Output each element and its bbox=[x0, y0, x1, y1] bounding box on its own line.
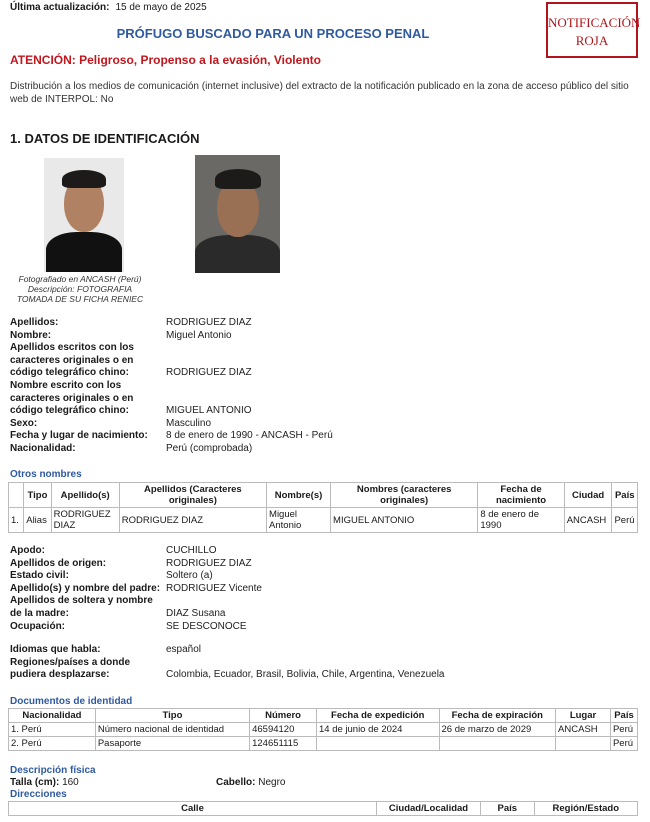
documents-cell bbox=[439, 737, 556, 751]
other-names-cell: Alias bbox=[24, 508, 51, 533]
table-row bbox=[9, 508, 638, 533]
documents-header: Número bbox=[250, 709, 317, 723]
other-names-cell: Miguel Antonio bbox=[267, 508, 331, 533]
addresses-title: Direcciones bbox=[10, 789, 67, 800]
field-row bbox=[10, 545, 262, 558]
field-value: RODRIGUEZ Vicente bbox=[166, 582, 262, 594]
other-names-cell: Perú bbox=[612, 508, 638, 533]
field-value: 8 de enero de 1990 - ANCASH - Perú bbox=[166, 430, 333, 442]
field-label: Nacionalidad: bbox=[10, 442, 76, 454]
other-names-cell: ANCASH bbox=[564, 508, 612, 533]
field-label: Regiones/países a donde pudiera desplazarse: bbox=[10, 656, 131, 681]
field-row bbox=[10, 380, 333, 418]
field-value: RODRIGUEZ DIAZ bbox=[166, 557, 252, 569]
field-row bbox=[10, 595, 262, 620]
other-names-title: Otros nombres bbox=[10, 469, 82, 480]
documents-cell: Número nacional de identidad bbox=[95, 723, 249, 737]
photo-caption-description: Descripción: FOTOGRAFIA TOMADA DE SU FICHA RENIEC bbox=[16, 284, 144, 304]
photo-caption-place: Fotografiado en ANCASH (Perú) bbox=[18, 274, 142, 284]
addresses-header: Región/Estado bbox=[534, 802, 637, 816]
field-label: Sexo: bbox=[10, 417, 38, 429]
other-names-header bbox=[9, 483, 24, 508]
other-names-cell: RODRIGUEZ DIAZ bbox=[119, 508, 266, 533]
field-value: SE DESCONOCE bbox=[166, 620, 247, 632]
other-names-header: Nombre(s) bbox=[267, 483, 331, 508]
field-row bbox=[10, 621, 262, 634]
identity-fields bbox=[10, 317, 333, 456]
field-row bbox=[10, 330, 333, 343]
other-names-cell: MIGUEL ANTONIO bbox=[331, 508, 478, 533]
documents-table bbox=[8, 708, 638, 751]
documents-cell: 1. Perú bbox=[9, 723, 96, 737]
documents-cell: 26 de marzo de 2029 bbox=[439, 723, 556, 737]
documents-header: Fecha de expedición bbox=[316, 709, 439, 723]
documents-header: Tipo bbox=[95, 709, 249, 723]
distribution-note: Distribución a los medios de comunicación (internet inclusive) del extracto de la notificación publicado en la zona de acceso público del sitio web de INTERPOL: No bbox=[10, 81, 629, 105]
field-label: Fecha y lugar de nacimiento: bbox=[10, 430, 148, 442]
field-label: Ocupación: bbox=[10, 620, 66, 632]
field-row bbox=[10, 342, 333, 380]
language-fields bbox=[10, 644, 445, 682]
height-field bbox=[10, 777, 79, 788]
field-label: Nombre: bbox=[10, 329, 52, 341]
documents-header: País bbox=[610, 709, 637, 723]
documents-header: Fecha de expiración bbox=[439, 709, 556, 723]
documents-cell: 46594120 bbox=[250, 723, 317, 737]
other-names-header: Nombres (caracteres originales) bbox=[331, 483, 478, 508]
field-row bbox=[10, 418, 333, 431]
last-update-value: 15 de mayo de 2025 bbox=[115, 2, 207, 13]
other-names-header: Ciudad bbox=[564, 483, 612, 508]
addresses-header: Ciudad/Localidad bbox=[377, 802, 481, 816]
field-value: DIAZ Susana bbox=[166, 607, 226, 619]
other-names-header: Fecha de nacimiento bbox=[478, 483, 564, 508]
physical-title: Descripción física bbox=[10, 765, 96, 776]
field-row bbox=[10, 657, 445, 682]
warning bbox=[10, 53, 321, 67]
other-names-header: País bbox=[612, 483, 638, 508]
documents-cell: 2. Perú bbox=[9, 737, 96, 751]
field-value: Masculino bbox=[166, 417, 212, 429]
table-row bbox=[9, 737, 638, 751]
field-row bbox=[10, 430, 333, 443]
documents-cell: Perú bbox=[610, 723, 637, 737]
field-value: RODRIGUEZ DIAZ bbox=[166, 317, 252, 328]
documents-cell bbox=[316, 737, 439, 751]
other-names-cell: 1. bbox=[9, 508, 24, 533]
field-label: Apellidos de origen: bbox=[10, 557, 107, 569]
field-value: Colombia, Ecuador, Brasil, Bolivia, Chile, Argentina, Venezuela bbox=[166, 669, 445, 681]
height-value: 160 bbox=[62, 777, 79, 788]
hair-value: Negro bbox=[258, 777, 286, 788]
documents-cell bbox=[556, 737, 611, 751]
section-title-identification: 1. DATOS DE IDENTIFICACIÓN bbox=[10, 131, 200, 146]
height-label: Talla (cm): bbox=[10, 777, 60, 788]
other-names-header: Apellidos (Caracteres originales) bbox=[119, 483, 266, 508]
last-update bbox=[10, 2, 207, 13]
field-row bbox=[10, 558, 262, 571]
field-value: Perú (comprobada) bbox=[166, 442, 253, 454]
field-value: CUCHILLO bbox=[166, 545, 217, 556]
field-label: Apellido(s) y nombre del padre: bbox=[10, 582, 161, 594]
field-value: español bbox=[166, 644, 202, 655]
photo-caption bbox=[10, 274, 150, 304]
documents-cell: Perú bbox=[610, 737, 637, 751]
addresses-header: País bbox=[481, 802, 535, 816]
hair-field bbox=[216, 777, 285, 788]
detail-fields bbox=[10, 545, 262, 633]
documents-header: Lugar bbox=[556, 709, 611, 723]
other-names-header: Tipo bbox=[24, 483, 51, 508]
other-names-cell: RODRIGUEZ DIAZ bbox=[51, 508, 119, 533]
field-value: MIGUEL ANTONIO bbox=[166, 405, 252, 417]
field-label: Estado civil: bbox=[10, 570, 69, 582]
field-label: Apodo: bbox=[10, 545, 45, 556]
last-update-label: Última actualización: bbox=[10, 2, 110, 13]
field-value: Soltero (a) bbox=[166, 570, 213, 582]
photo-1 bbox=[44, 158, 124, 272]
table-row bbox=[9, 723, 638, 737]
other-names-cell: 8 de enero de 1990 bbox=[478, 508, 564, 533]
hair-label: Cabello: bbox=[216, 777, 256, 788]
field-label: Apellidos escritos con los caracteres originales o en código telegráfico chino: bbox=[10, 342, 134, 379]
warning-label: ATENCIÓN: bbox=[10, 53, 76, 67]
field-label: Nombre escrito con los caracteres originales o en código telegráfico chino: bbox=[10, 379, 134, 417]
documents-cell: 14 de junio de 2024 bbox=[316, 723, 439, 737]
field-row bbox=[10, 583, 262, 596]
red-notice-badge bbox=[546, 2, 641, 58]
field-value: RODRIGUEZ DIAZ bbox=[166, 367, 252, 379]
documents-cell: ANCASH bbox=[556, 723, 611, 737]
addresses-table bbox=[8, 801, 638, 816]
other-names-table bbox=[8, 482, 638, 533]
field-label: Apellidos: bbox=[10, 317, 59, 328]
addresses-header: Calle bbox=[9, 802, 377, 816]
badge-line1: NOTIFICACIÓN bbox=[548, 15, 641, 30]
warning-text: Peligroso, Propenso a la evasión, Violento bbox=[79, 53, 321, 67]
documents-cell: 124651115 bbox=[250, 737, 317, 751]
badge-line2: ROJA bbox=[575, 33, 609, 48]
documents-title: Documentos de identidad bbox=[10, 696, 133, 707]
field-row bbox=[10, 644, 445, 657]
other-names-header: Apellido(s) bbox=[51, 483, 119, 508]
field-label: Apellidos de soltera y nombre de la madre: bbox=[10, 595, 153, 619]
field-row bbox=[10, 443, 333, 456]
field-row bbox=[10, 317, 333, 330]
field-value: Miguel Antonio bbox=[166, 329, 232, 341]
photo-2 bbox=[195, 155, 280, 273]
page-title: PRÓFUGO BUSCADO PARA UN PROCESO PENAL bbox=[116, 26, 430, 41]
field-label: Idiomas que habla: bbox=[10, 644, 101, 655]
field-row bbox=[10, 570, 262, 583]
documents-header: Nacionalidad bbox=[9, 709, 96, 723]
documents-cell: Pasaporte bbox=[95, 737, 249, 751]
